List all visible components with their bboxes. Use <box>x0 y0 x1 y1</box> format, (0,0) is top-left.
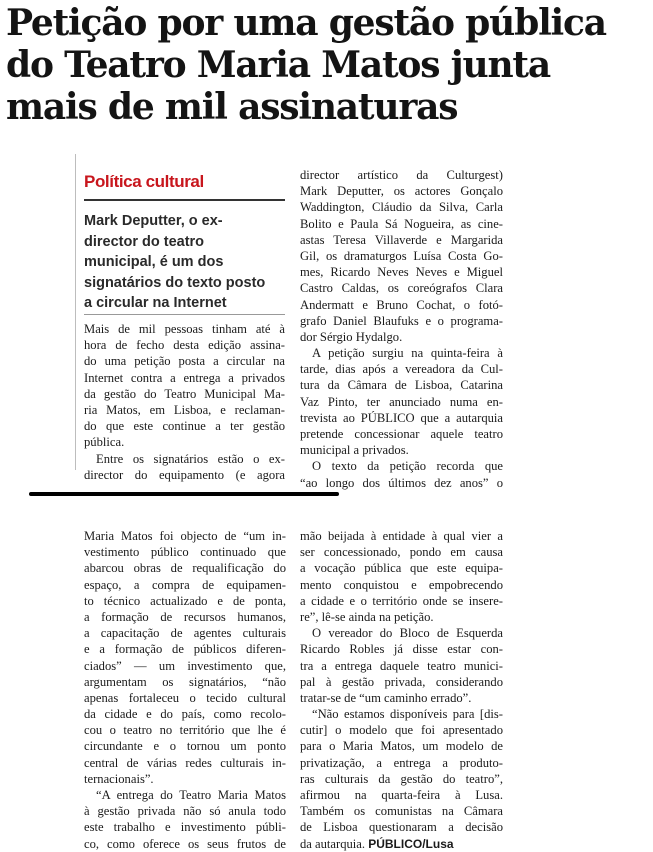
body-line: municipal a privados. <box>300 443 409 458</box>
body-line: re”, lê-se ainda na petição. <box>300 609 434 624</box>
body-line: director artístico da Culturgest) <box>300 168 503 182</box>
headline-line: do Teatro Maria Matos junta <box>6 44 550 86</box>
body-line: e a formação de públicos diferen- <box>84 642 286 657</box>
body-line: cou o teatro no território que lhe é <box>84 723 286 738</box>
lead-line: Mark Deputter, o ex- <box>84 213 223 229</box>
body-line: Mark Deputter, os actores Gonçalo <box>300 184 503 199</box>
body-line: Waddington, Cláudio da Silva, Carla <box>300 200 503 215</box>
body-line: Ricardo Robles já disse estar con- <box>300 642 503 657</box>
body-line: co, como oferece os seus frutos de <box>84 836 286 851</box>
body-line: cutir] o modelo que foi apresentado <box>300 723 503 738</box>
body-line: ternacionais”. <box>84 771 154 786</box>
section-rule <box>84 199 285 201</box>
body-line: tratar-se de “um caminho errado”. <box>300 690 472 705</box>
body-line: Vaz Pinto, ter anunciado numa en- <box>300 394 503 409</box>
body-line: Internet contra a entrega a privados <box>84 370 285 385</box>
body-line: Castro Caldas, os coreógrafos Clara <box>300 281 503 296</box>
lead-summary <box>84 211 287 314</box>
body-line: to técnico actualizado e de ponta, <box>84 593 286 608</box>
body-line: a formação de recursos humanos, <box>84 609 286 624</box>
credit: PÚBLICO/Lusa <box>368 836 454 851</box>
lead-rule <box>84 314 285 315</box>
lead-line: signatários do texto posto <box>84 274 266 291</box>
body-line: espaço, a compra de equipamen- <box>84 577 286 592</box>
body-line: Também os comunistas na Câmara <box>300 804 503 819</box>
body-line: ras culturais da gestão do teatro”, <box>300 771 503 786</box>
body-line: mento conquistou e empobrecendo <box>300 577 503 592</box>
body-line: da gestão do Teatro Municipal Ma- <box>84 386 285 401</box>
body-line-text: da autarquia. <box>300 836 366 851</box>
body-line: do que este continue a ter gestão <box>84 419 285 434</box>
headline-line: mais de mil assinaturas <box>6 86 458 128</box>
lead-line: director do teatro <box>84 233 205 250</box>
body-line: “Não estamos disponíveis para [dis- <box>312 707 503 722</box>
body-line: O texto da petição recorda que <box>312 459 503 474</box>
body-line: pública. <box>84 435 125 450</box>
body-line: Maria Matos foi objecto de “um in- <box>84 529 286 543</box>
body-line: à gestão privada não só anula todo <box>84 804 286 819</box>
body-line: vestimento público continuado que <box>84 545 286 560</box>
body-line: ria Matos, em Lisboa, e reclaman- <box>84 402 285 417</box>
body-line: dor Sérgio Hydalgo. <box>300 329 403 344</box>
body-line: para o Maria Matos, um modelo de <box>300 739 503 754</box>
body-line: a vocação pública que este equipa- <box>300 561 503 576</box>
body-column-3 <box>84 528 286 852</box>
body-line: astas Teresa Villaverde e Margarida <box>300 232 503 247</box>
body-line: afirmou na quarta-feira à Lusa. <box>300 788 503 802</box>
body-line: A petição surgiu na quinta-feira à <box>312 346 503 361</box>
body-line: mão beijada à entidade à qual vier a <box>300 529 503 543</box>
body-line: Andermatt e Bruno Cochat, o fotó- <box>300 297 503 312</box>
body-line: tarde, dias após a vereadora da Cul- <box>300 362 503 377</box>
body-line: ciados” — um investimento que, <box>84 658 286 673</box>
body-line: Bolito e Paula Sá Nogueira, as cine- <box>300 216 503 231</box>
body-line: hora de fecho desta edição assina- <box>84 338 285 353</box>
body-column-2 <box>300 167 503 491</box>
body-line: O vereador do Bloco de Esquerda <box>312 626 503 641</box>
body-line: abarcou obras de requalificação do <box>84 561 286 576</box>
body-line: grafo Daniel Blaufuks e o programa- <box>300 313 503 328</box>
body-line: Entre os signatários estão o ex- <box>96 451 285 466</box>
body-line: director do equipamento (e agora <box>84 467 285 482</box>
body-line: tra a entrega daquele teatro munici- <box>300 658 503 673</box>
body-line: trevista ao PÚBLICO que a autarquia <box>300 410 503 425</box>
body-line: “A entrega do Teatro Maria Matos <box>96 788 286 802</box>
body-line: pal à gestão privada, considerando <box>300 674 503 689</box>
section-label: Política cultural <box>84 172 204 191</box>
body-line: do uma petição posta a circular na <box>84 354 285 369</box>
body-line: a capacitação de agentes culturais <box>84 626 286 641</box>
lead-line: municipal, é um dos <box>84 254 224 270</box>
body-line: argumentam os signatários, “não <box>84 674 286 689</box>
body-line: tura da Câmara de Lisboa, Catarina <box>300 378 503 393</box>
body-line: este trabalho e investimento públi- <box>84 820 286 835</box>
body-line <box>300 836 503 852</box>
body-line: central de várias redes culturais in- <box>84 755 286 770</box>
body-column-1 <box>84 321 285 483</box>
page-break-bar <box>29 492 339 496</box>
column-divider <box>75 154 76 470</box>
body-line: pretende concessionar aquele teatro <box>300 427 503 441</box>
body-line: ser concessionado, pondo em causa <box>300 545 503 560</box>
lead-line: a circular na Internet <box>84 295 227 311</box>
body-line: mes, Ricardo Neves Neves e Miguel <box>300 265 503 280</box>
body-line: da cidade e do país, como recolo- <box>84 707 286 722</box>
body-line: “ao longo dos últimos dez anos” o <box>300 475 503 490</box>
body-line: a cidade e o território onde se insere- <box>300 593 503 608</box>
body-line: privatização, a entrega a produto- <box>300 755 503 770</box>
body-line: Mais de mil pessoas tinham até à <box>84 322 285 336</box>
body-line: circundante e o tornou um ponto <box>84 739 286 754</box>
body-line: Gil, os dramaturgos Luísa Costa Go- <box>300 248 503 263</box>
headline <box>6 2 651 128</box>
body-line: apenas fortaleceu o tecido cultural <box>84 690 286 705</box>
headline-line: Petição por uma gestão pública <box>6 2 606 44</box>
body-column-4 <box>300 528 503 852</box>
body-line: de Lisboa questionaram a decisão <box>300 820 503 835</box>
